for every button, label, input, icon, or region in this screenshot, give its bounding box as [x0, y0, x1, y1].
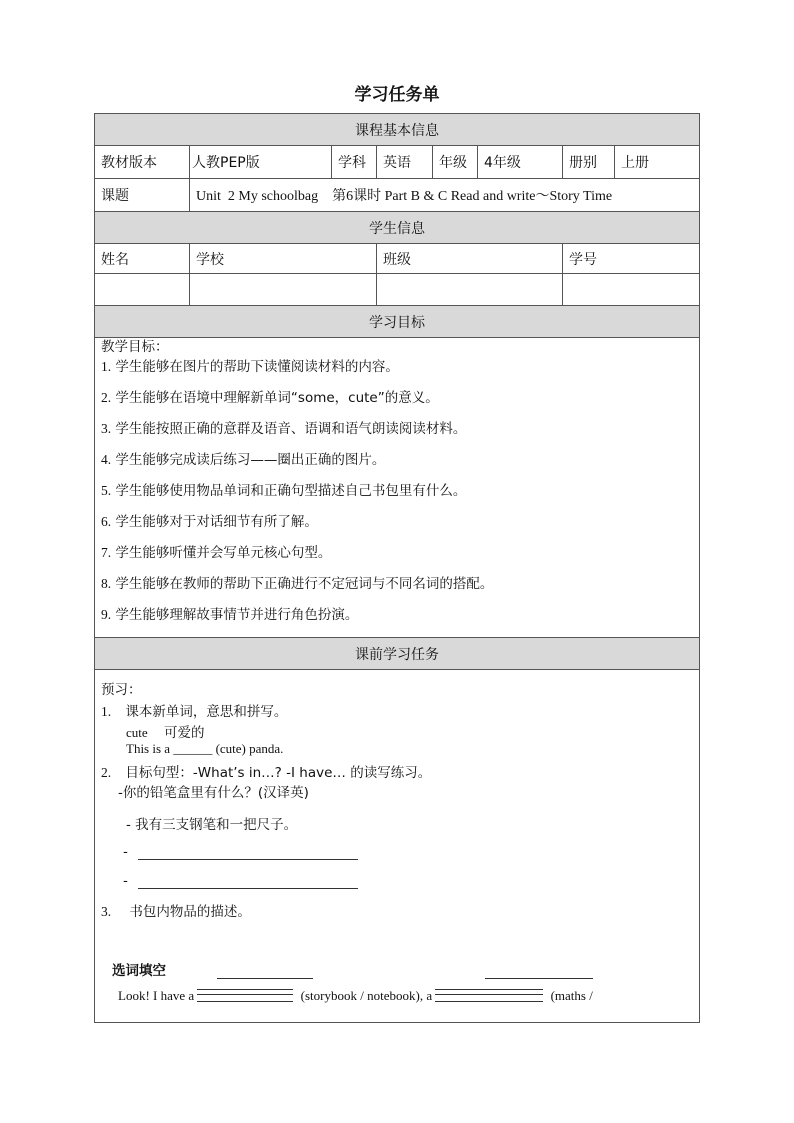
preview-heading: 预习：	[101, 682, 142, 698]
subject-value: 英语	[377, 146, 433, 179]
topic-label: 课题	[95, 179, 190, 212]
grade-label: 年级	[433, 146, 478, 179]
answer-line	[485, 978, 593, 979]
topic-value: Unit 2 My schoolbag 第6课时 Part B & C Read and write～Story Time	[190, 179, 700, 212]
pre-item-1: 1. 课本新单词，意思和拼写。	[101, 704, 288, 720]
name-field[interactable]	[95, 274, 190, 306]
name-label: 姓名	[95, 244, 190, 274]
cute-blank[interactable]: ______	[173, 741, 213, 756]
fill-blank-1[interactable]	[197, 989, 293, 1002]
task-table	[94, 113, 700, 1023]
objective-item: 5. 学生能够使用物品单词和正确句型描述自己书包里有什么。	[101, 483, 467, 499]
textbook-label: 教材版本	[95, 146, 190, 179]
objective-item: 2. 学生能够在语境中理解新单词“some，cute”的意义。	[101, 390, 439, 406]
class-label: 班级	[377, 244, 563, 274]
section-pre-class: 课前学习任务	[95, 638, 700, 670]
volume-label: 册别	[563, 146, 615, 179]
translation-line-2: -	[123, 873, 358, 889]
fill-blank-2[interactable]	[435, 989, 543, 1002]
section-student-info: 学生信息	[95, 212, 700, 244]
translation-input-1[interactable]	[138, 845, 358, 860]
volume-value: 上册	[615, 146, 700, 179]
pre-class-cell	[95, 670, 700, 1023]
translation-input-2[interactable]	[138, 874, 358, 889]
objectives-cell	[95, 338, 700, 638]
objective-item: 4. 学生能够完成读后练习——圈出正确的图片。	[101, 452, 386, 468]
objective-item: 3. 学生能按照正确的意群及语音、语调和语气朗读阅读材料。	[101, 421, 467, 437]
objective-item: 7. 学生能够听懂并会写单元核心句型。	[101, 545, 332, 561]
fill-in-title: 选词填空	[112, 963, 166, 979]
school-field[interactable]	[190, 274, 377, 306]
objective-item: 9. 学生能够理解故事情节并进行角色扮演。	[101, 607, 359, 623]
answer-line	[217, 978, 313, 979]
student-id-field[interactable]	[563, 274, 700, 306]
grade-value: 4年级	[478, 146, 563, 179]
school-label: 学校	[190, 244, 377, 274]
pre-item-2: 2. 目标句型：-What’s in…? -I have… 的读写练习。	[101, 765, 432, 781]
question-chinese: -你的铅笔盒里有什么？(汉译英)	[118, 785, 309, 801]
answer-chinese: - 我有三支钢笔和一把尺子。	[126, 817, 298, 833]
student-id-label: 学号	[563, 244, 700, 274]
objective-item: 8. 学生能够在教师的帮助下正确进行不定冠词与不同名词的搭配。	[101, 576, 494, 592]
objectives-heading: 教学目标：	[101, 339, 169, 355]
pre-item-3: 3. 书包内物品的描述。	[101, 904, 251, 920]
new-word: cute 可爱的	[126, 725, 205, 741]
objective-item: 1. 学生能够在图片的帮助下读懂阅读材料的内容。	[101, 359, 399, 375]
word-practice-sentence: This is a ______ (cute) panda.	[126, 741, 284, 756]
section-course-info: 课程基本信息	[95, 114, 700, 146]
textbook-value: 人教PEP版	[190, 146, 332, 179]
subject-label: 学科	[332, 146, 377, 179]
objective-item: 6. 学生能够对于对话细节有所了解。	[101, 514, 318, 530]
fill-in-sentence: Look! I have a (storybook / notebook), a (maths /	[118, 988, 593, 1003]
page-title: 学习任务单	[354, 85, 440, 105]
section-objectives: 学习目标	[95, 306, 700, 338]
translation-line-1: -	[123, 844, 358, 860]
class-field[interactable]	[377, 274, 563, 306]
